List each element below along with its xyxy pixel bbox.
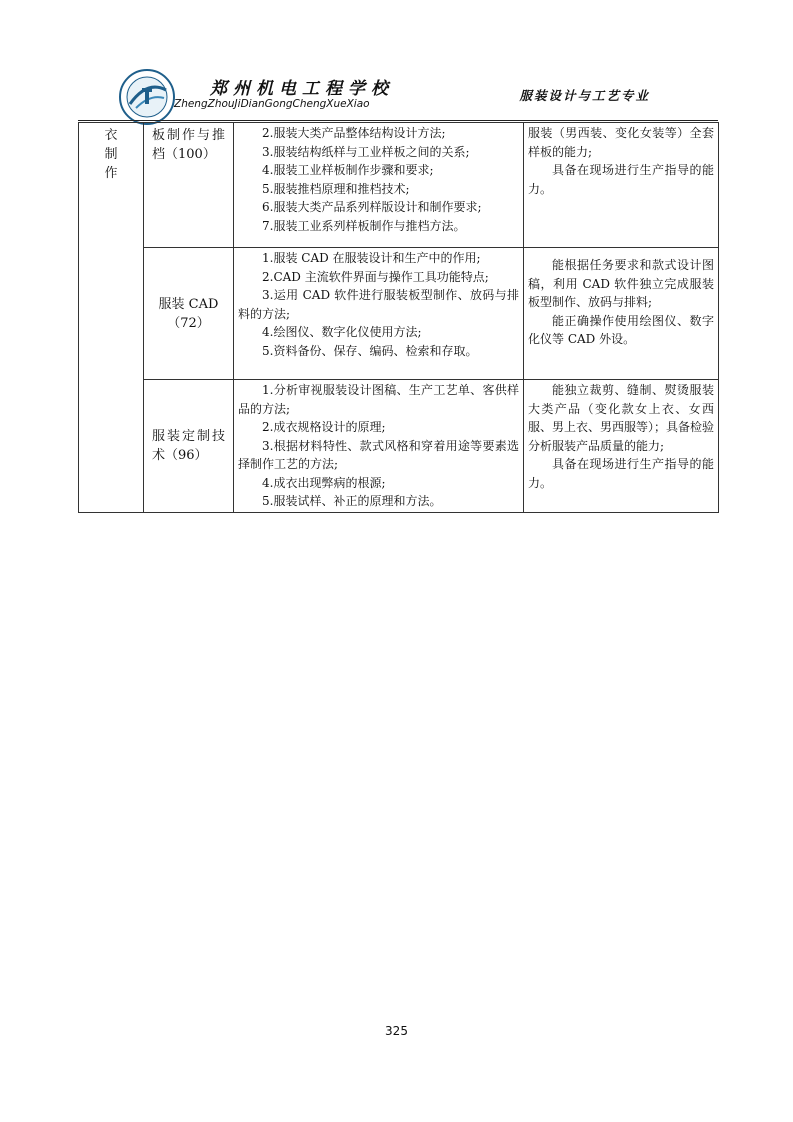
- school-emblem-icon: [118, 68, 176, 126]
- department-title: 服装设计与工艺专业: [519, 88, 650, 103]
- course-name: 服装 CAD（72）: [158, 296, 219, 331]
- content-item: 2.成衣规格设计的原理;: [262, 420, 386, 434]
- content-item: 5.资料备份、保存、编码、检索和存取。: [262, 343, 478, 358]
- course-name: 板制作与推档（100）: [152, 128, 225, 162]
- content-item: 3.运用 CAD 软件进行服装板型制作、放码与排料的方法;: [238, 288, 519, 321]
- content-item: 5.服装推档原理和推档技术;: [262, 181, 410, 196]
- table-row: [79, 123, 719, 248]
- content-item: 1.分析审视服装设计图稿、生产工艺单、客供样品的方法;: [238, 383, 519, 416]
- header-divider: [78, 120, 718, 121]
- content-item: 7.服装工业系列样板制作与推档方法。: [262, 218, 466, 233]
- table-row: [79, 380, 719, 513]
- course-content-cell: [234, 248, 524, 380]
- page-header: [78, 68, 718, 124]
- course-table: [78, 122, 719, 513]
- content-item: 4.服装工业样板制作步骤和要求;: [262, 163, 434, 177]
- content-item: 2.服装大类产品整体结构设计方法;: [262, 126, 446, 140]
- table-row: [79, 248, 719, 380]
- course-name-cell: [144, 123, 234, 248]
- school-name-cn: 郑州机电工程学校: [210, 79, 394, 99]
- course-content-cell: [234, 380, 524, 513]
- content-item: 6.服装大类产品系列样版设计和制作要求;: [262, 200, 482, 214]
- course-name-cell: [144, 248, 234, 380]
- ability-item: 能独立裁剪、缝制、熨烫服装大类产品（变化款女上衣、女西服、男上衣、男西服等）；具备检验分析服装产品质量的能力;: [528, 383, 715, 453]
- content-item: 5.服装试样、补正的原理和方法。: [262, 494, 442, 508]
- course-content-cell: [234, 123, 524, 248]
- course-name: 服装定制技术（96）: [152, 428, 225, 463]
- ability-item: 服装（男西装、变化女装等）全套样板的能力;: [528, 126, 714, 159]
- ability-cell: [524, 380, 719, 513]
- category-cell: [79, 123, 144, 513]
- course-name-cell: [144, 380, 234, 513]
- page-number: 325: [385, 1024, 408, 1038]
- content-item: 1.服装 CAD 在服装设计和生产中的作用;: [262, 251, 481, 265]
- category-label: 衣制作: [104, 128, 118, 181]
- ability-cell: [524, 123, 719, 248]
- school-name-en: ZhengZhouJiDianGongChengXueXiao: [174, 98, 370, 110]
- ability-item: 具备在现场进行生产指导的能力。: [528, 457, 714, 490]
- content-item: 4.成衣出现弊病的根源;: [262, 475, 386, 490]
- ability-item: 能根据任务要求和款式设计图稿，利用 CAD 软件独立完成服装板型制作、放码与排料;: [528, 258, 714, 309]
- ability-item: 能正确操作使用绘图仪、数字化仪等 CAD 外设。: [528, 313, 714, 346]
- ability-item: 具备在现场进行生产指导的能力。: [528, 163, 714, 196]
- content-item: 3.根据材料特性、款式风格和穿着用途等要素选择制作工艺的方法;: [238, 438, 519, 471]
- ability-cell: [524, 248, 719, 380]
- content-item: 4.绘图仪、数字化仪使用方法;: [262, 325, 422, 339]
- content-item: 3.服装结构纸样与工业样板之间的关系;: [262, 144, 470, 159]
- content-item: 2.CAD 主流软件界面与操作工具功能特点;: [262, 269, 489, 284]
